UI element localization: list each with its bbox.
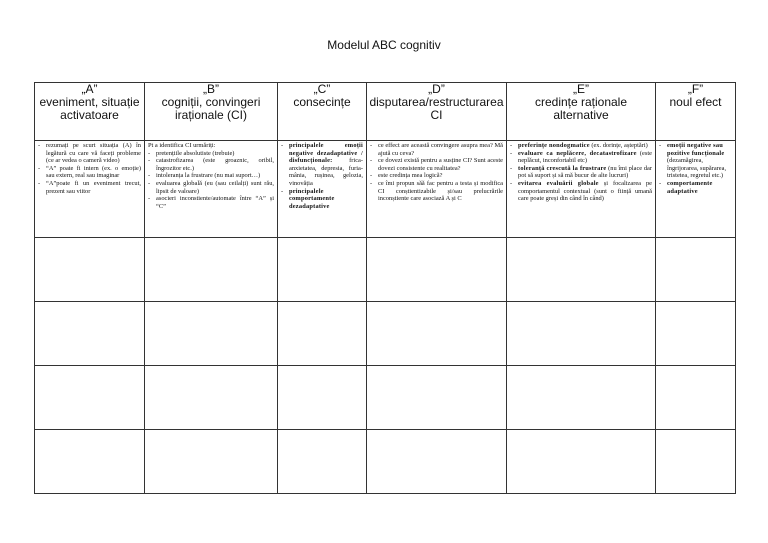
empty-cell[interactable] <box>145 302 278 366</box>
empty-cell[interactable] <box>507 366 656 430</box>
list-item: - ce effect are această convingere asupra mea? Mă ajută cu ceva? <box>370 142 503 157</box>
empty-row <box>35 238 736 302</box>
list-item: - evaluarea globală (eu (sau ceilalți) sunt rău, lipsit de valoare) <box>148 180 274 195</box>
cell-e <box>507 141 656 238</box>
description-row <box>35 141 736 238</box>
list-item: - rezumați pe scurt situația (A) în legătură cu care vă faceți probleme (ce ar vedea o cameră video) <box>38 142 141 165</box>
empty-cell[interactable] <box>145 366 278 430</box>
header-a-label: eveniment, situație activatoare <box>39 95 140 122</box>
list-item: - asocieri inconstiente/automate între “A” și “C” <box>148 195 274 210</box>
empty-cell[interactable] <box>507 238 656 302</box>
empty-cell[interactable] <box>145 238 278 302</box>
list-item: - ce dovezi există pentru a susține CI? Sunt aceste dovezi consistente cu realitatea? <box>370 157 503 172</box>
header-f: „F” noul efect <box>656 83 736 141</box>
list-item: - comportamente adaptative <box>659 180 732 195</box>
empty-cell[interactable] <box>35 366 145 430</box>
empty-cell[interactable] <box>507 430 656 494</box>
header-c-label: consecințe <box>293 95 351 109</box>
empty-cell[interactable] <box>35 302 145 366</box>
empty-cell[interactable] <box>278 238 367 302</box>
header-f-label: noul efect <box>669 95 722 109</box>
empty-row <box>35 366 736 430</box>
list-item: - preferințe nondogmatice (ex. dorințe, așteptări) <box>510 142 652 150</box>
list-item: - emoții negative sau pozitive funcționale (dezamăgirea, îngrijorarea, supărarea, tristetea, regretul etc.) <box>659 142 732 180</box>
empty-cell[interactable] <box>656 430 736 494</box>
header-b: „B” cogniții, convingeri iraționale (CI) <box>145 83 278 141</box>
empty-cell[interactable] <box>278 430 367 494</box>
empty-cell[interactable] <box>656 302 736 366</box>
empty-cell[interactable] <box>145 430 278 494</box>
cell-f <box>656 141 736 238</box>
list-item: - intoleranța la frustrare (nu mai suport…) <box>148 172 274 180</box>
list-item: - pretențiile absolutiste (trebuie) <box>148 150 274 158</box>
list-item: - evaluare ca neplăcere, decatastrofizare (este neplăcut, inconfortabil etc) <box>510 150 652 165</box>
empty-cell[interactable] <box>35 430 145 494</box>
list-item: - principalele emoții negative dezadaptative / disfuncționale: frica-anxietatea, depresia, furia-mânia, rușinea, gelozia, vinovăția <box>281 142 363 188</box>
header-e-label: credințe raționale alternative <box>534 95 628 122</box>
list-item: - catastrofizarea (este groaznic, oribil, îngrozitor etc.) <box>148 157 274 172</box>
empty-cell[interactable] <box>656 366 736 430</box>
empty-cell[interactable] <box>367 366 507 430</box>
empty-cell[interactable] <box>367 430 507 494</box>
header-a: „A” eveniment, situație activatoare <box>35 83 145 141</box>
list-item: - “A” poate fi intern (ex. o emoție) sau extern, real sau imaginar <box>38 165 141 180</box>
cell-b <box>145 141 278 238</box>
list-item: - evitarea evaluării globale și focalizarea pe comportamentul contextual (sunt o ființă umană care poate greși din când în când) <box>510 180 652 203</box>
page-title: Modelul ABC cognitiv <box>327 38 441 52</box>
empty-cell[interactable] <box>367 238 507 302</box>
list-item: - principalele comportamente dezadaptative <box>281 188 363 211</box>
empty-cell[interactable] <box>278 302 367 366</box>
empty-cell[interactable] <box>35 238 145 302</box>
cell-d <box>367 141 507 238</box>
header-d-label: disputarea/restructurarea CI <box>369 95 504 122</box>
header-d: „D” disputarea/restructurarea CI <box>367 83 507 141</box>
list-item: - toleranță crescută la frustrare (nu îmi place dar pot să suport și să mă bucur de alte lucruri) <box>510 165 652 180</box>
header-c: „C” consecințe <box>278 83 367 141</box>
list-item: - este credința mea logică? <box>370 172 503 180</box>
list-item: - ce îmi propun săă fac pentru a testa și modifica CI conștientizabile și/sau prelucrările inconștiente care asociază A și C <box>370 180 503 203</box>
empty-cell[interactable] <box>278 366 367 430</box>
header-e: „E” credințe raționale alternative <box>507 83 656 141</box>
header-b-label: cogniții, convingeri iraționale (CI) <box>161 95 261 122</box>
empty-row <box>35 430 736 494</box>
empty-cell[interactable] <box>656 238 736 302</box>
abc-table <box>34 82 736 494</box>
cell-c <box>278 141 367 238</box>
cell-b-intro: Pt a identifica CI urmăriți: <box>148 142 216 149</box>
empty-row <box>35 302 736 366</box>
list-item: - “A”poate fi un eveniment trecut, prezent sau viitor <box>38 180 141 195</box>
empty-cell[interactable] <box>367 302 507 366</box>
header-row <box>35 83 736 141</box>
empty-cell[interactable] <box>507 302 656 366</box>
cell-a <box>35 141 145 238</box>
